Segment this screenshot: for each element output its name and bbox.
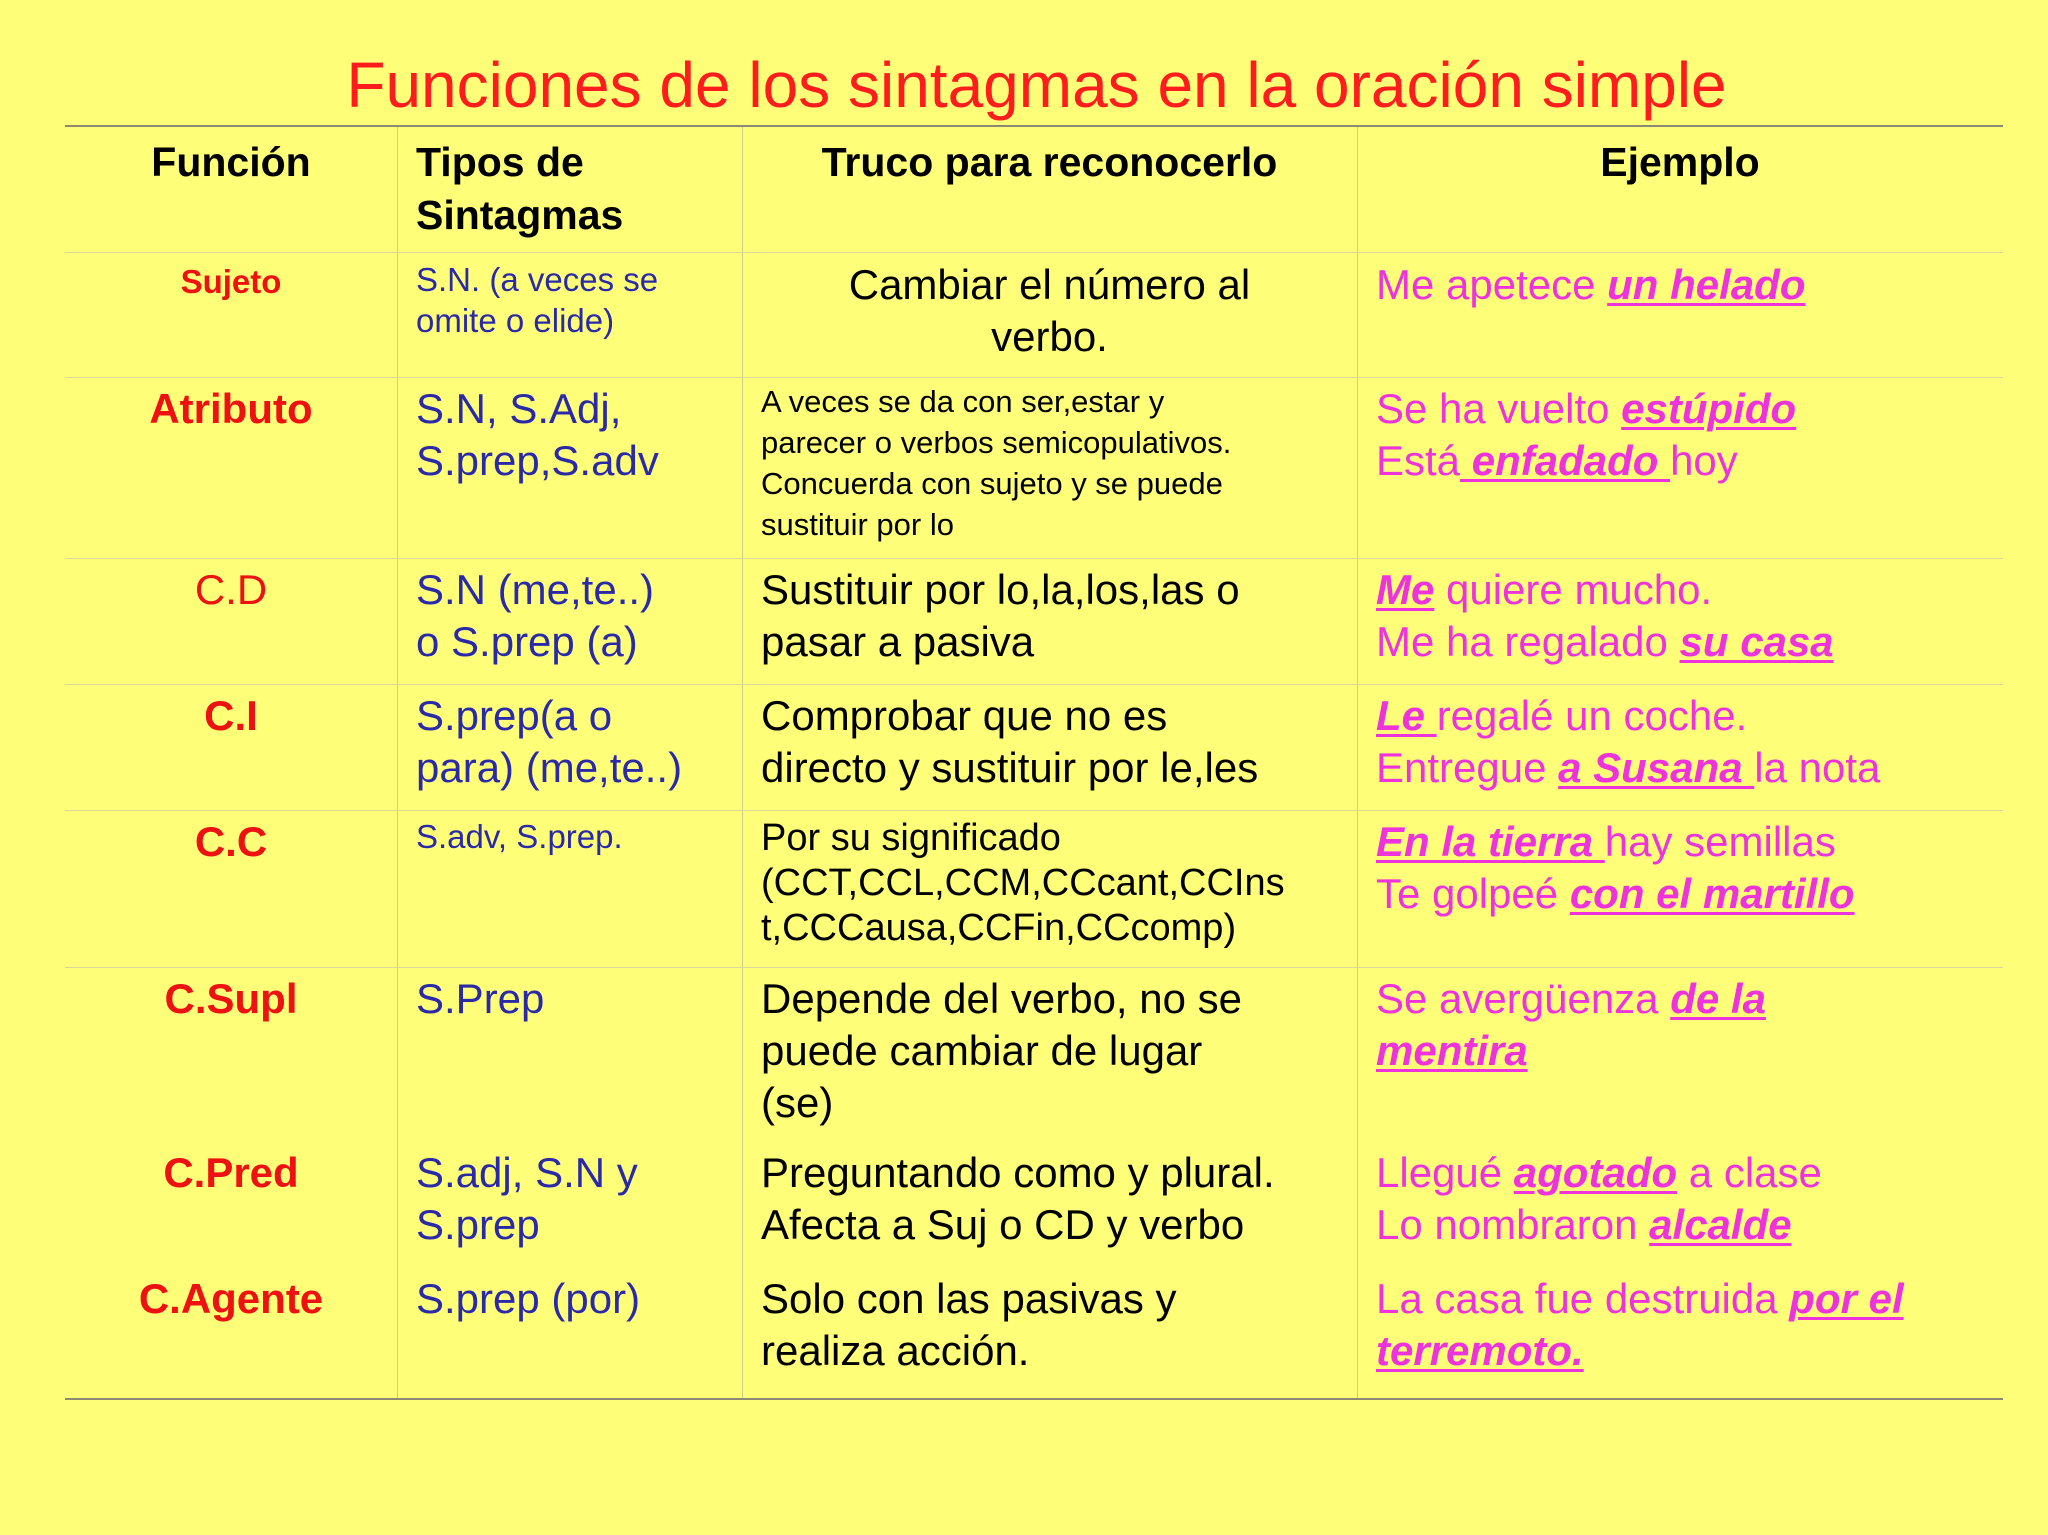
ejemplo-line — [1376, 816, 2003, 868]
ejemplo-line — [1376, 742, 2003, 794]
tipos-line: S.prep — [416, 1201, 540, 1248]
header-tipos-line: Sintagmas — [416, 192, 624, 238]
truco-line: Concuerda con sujeto y se puede — [761, 466, 1223, 501]
header-funcion — [65, 136, 397, 189]
truco-line: Sustituir por lo,la,los,las o — [761, 566, 1240, 613]
tipos-line: omite o elide) — [416, 302, 615, 339]
ejemplo-line — [1376, 868, 2003, 920]
truco-line: directo y sustituir por le,les — [761, 744, 1259, 791]
tipos-line: S.prep (por) — [416, 1275, 641, 1322]
truco-line: Solo con las pasivas y — [761, 1275, 1177, 1322]
ejemplo-line — [1376, 383, 2003, 435]
ejemplo-text: Se avergüenza — [1376, 975, 1671, 1022]
truco-line: sustituir por lo — [761, 507, 954, 542]
ejemplo-text: quiere mucho. — [1434, 566, 1713, 613]
ejemplo-text: a clase — [1677, 1149, 1822, 1196]
ejemplo-highlight: estúpido — [1621, 385, 1797, 432]
row-divider — [65, 377, 2003, 378]
ejemplo-line — [1376, 616, 2003, 668]
tipos-line: o S.prep (a) — [416, 618, 638, 665]
ejemplo-line — [1376, 435, 2003, 487]
tipos-line: S.prep(a o — [416, 692, 613, 739]
funcion-cell-ci — [65, 690, 397, 742]
funcion-label: C.D — [194, 566, 268, 613]
ejemplo-line — [1376, 690, 2003, 742]
ejemplo-text: Entregue — [1376, 744, 1559, 791]
funcion-cell-cpred — [65, 1147, 397, 1199]
ejemplo-text: hoy — [1670, 437, 1738, 484]
ejemplo-highlight: alcalde — [1649, 1201, 1792, 1248]
ejemplo-line — [1376, 1273, 2003, 1325]
ejemplo-text: Está — [1376, 437, 1461, 484]
header-tipos — [397, 136, 742, 242]
tipos-cell-ci — [397, 690, 742, 794]
ejemplo-highlight: con el martillo — [1569, 870, 1855, 917]
ejemplo-line — [1376, 1147, 2003, 1199]
ejemplo-highlight: enfadado — [1460, 437, 1671, 484]
truco-cell-csupl — [742, 973, 1357, 1129]
truco-line: realiza acción. — [761, 1327, 1030, 1374]
ejemplo-line — [1376, 1025, 2003, 1077]
ejemplo-cell-cagente — [1357, 1273, 2003, 1377]
truco-line: A veces se da con ser,estar y — [761, 384, 1165, 419]
ejemplo-cell-cc — [1357, 816, 2003, 920]
funcion-cell-cagente — [65, 1273, 397, 1325]
ejemplo-line — [1376, 564, 2003, 616]
truco-line: Depende del verbo, no se — [761, 975, 1243, 1022]
page-title: Funciones de los sintagmas en la oración simple — [346, 49, 1727, 121]
funcion-label: C.Agente — [138, 1275, 324, 1322]
row-divider — [65, 558, 2003, 559]
truco-cell-sujeto — [742, 259, 1357, 363]
ejemplo-cell-csupl — [1357, 973, 2003, 1077]
header-ejemplo — [1357, 136, 2003, 189]
tipos-cell-atributo — [397, 383, 742, 487]
funcion-cell-atributo — [65, 383, 397, 435]
funcion-cell-csupl — [65, 973, 397, 1025]
tipos-line: para) (me,te..) — [416, 744, 683, 791]
header-tipos-line: Tipos de — [416, 139, 584, 185]
truco-line: parecer o verbos semicopulativos. — [761, 425, 1232, 460]
row-divider — [65, 810, 2003, 811]
tipos-line: S.Prep — [416, 975, 545, 1022]
ejemplo-text: regalé un coche. — [1436, 692, 1748, 739]
ejemplo-line — [1376, 973, 2003, 1025]
ejemplo-highlight: un helado — [1607, 261, 1806, 308]
tipos-line: S.N (me,te..) — [416, 566, 655, 613]
tipos-cell-cagente — [397, 1273, 742, 1325]
ejemplo-highlight: En la tierra — [1376, 818, 1605, 865]
ejemplo-line — [1376, 1199, 2003, 1251]
truco-line: pasar a pasiva — [761, 618, 1035, 665]
ejemplo-text: Llegué — [1376, 1149, 1514, 1196]
ejemplo-highlight: de la — [1670, 975, 1766, 1022]
ejemplo-text: hay semillas — [1604, 818, 1836, 865]
truco-line: Preguntando como y plural. — [761, 1149, 1275, 1196]
funcion-label: Atributo — [149, 385, 313, 432]
tipos-line: S.N, S.Adj, — [416, 385, 622, 432]
funcion-label: Sujeto — [180, 263, 282, 300]
truco-cell-atributo — [742, 381, 1357, 545]
funcion-cell-sujeto — [65, 261, 397, 302]
functions-table — [65, 125, 2003, 1400]
tipos-line: S.adj, S.N y — [416, 1149, 638, 1196]
header-truco-label: Truco para reconocerlo — [821, 139, 1278, 185]
truco-line: Por su significado — [761, 817, 1061, 859]
ejemplo-highlight: Le — [1376, 692, 1437, 739]
header-truco — [742, 136, 1357, 189]
ejemplo-text: La casa fue destruida — [1376, 1275, 1790, 1322]
truco-cell-cc — [742, 816, 1357, 951]
ejemplo-highlight: agotado — [1513, 1149, 1678, 1196]
ejemplo-cell-cd — [1357, 564, 2003, 668]
truco-line: verbo. — [991, 313, 1108, 360]
ejemplo-highlight: su casa — [1679, 618, 1834, 665]
funcion-label: C.C — [194, 818, 268, 865]
truco-cell-cd — [742, 564, 1357, 668]
row-divider — [65, 967, 2003, 968]
ejemplo-line — [1376, 259, 2003, 311]
truco-line: (se) — [761, 1079, 834, 1126]
tipos-cell-cd — [397, 564, 742, 668]
ejemplo-text: la nota — [1754, 744, 1881, 791]
truco-cell-cpred — [742, 1147, 1357, 1251]
tipos-line: S.N. (a veces se — [416, 261, 659, 298]
ejemplo-cell-sujeto — [1357, 259, 2003, 311]
truco-cell-ci — [742, 690, 1357, 794]
tipos-line: S.prep,S.adv — [416, 437, 659, 484]
ejemplo-cell-atributo — [1357, 383, 2003, 487]
tipos-cell-csupl — [397, 973, 742, 1025]
ejemplo-highlight: Me — [1376, 566, 1435, 613]
truco-line: Comprobar que no es — [761, 692, 1168, 739]
header-funcion-label: Función — [151, 139, 311, 185]
row-divider — [65, 684, 2003, 685]
funcion-label: C.Supl — [164, 975, 298, 1022]
ejemplo-line — [1376, 1325, 2003, 1377]
ejemplo-text: Me apetece — [1376, 261, 1608, 308]
funcion-label: C.I — [204, 692, 258, 739]
truco-line: puede cambiar de lugar — [761, 1027, 1203, 1074]
funcion-label: C.Pred — [163, 1149, 299, 1196]
tipos-line: S.adv, S.prep. — [416, 818, 623, 855]
truco-line: Cambiar el número al — [848, 261, 1251, 308]
ejemplo-text: Lo nombraron — [1376, 1201, 1650, 1248]
truco-line: (CCT,CCL,CCM,CCcant,CCIns — [761, 862, 1285, 904]
row-divider — [65, 252, 2003, 253]
ejemplo-cell-cpred — [1357, 1147, 2003, 1251]
ejemplo-cell-ci — [1357, 690, 2003, 794]
header-ejemplo-label: Ejemplo — [1600, 139, 1760, 185]
ejemplo-text: Me ha regalado — [1376, 618, 1680, 665]
ejemplo-text: Se ha vuelto — [1376, 385, 1622, 432]
tipos-cell-sujeto — [397, 259, 742, 341]
funcion-cell-cd — [65, 564, 397, 616]
ejemplo-highlight: mentira — [1376, 1027, 1528, 1074]
ejemplo-text: Te golpeé — [1376, 870, 1570, 917]
tipos-cell-cpred — [397, 1147, 742, 1251]
truco-line: t,CCCausa,CCFin,CCcomp) — [761, 907, 1237, 949]
ejemplo-highlight: por el — [1789, 1275, 1904, 1322]
ejemplo-highlight: terremoto. — [1376, 1327, 1584, 1374]
funcion-cell-cc — [65, 816, 397, 868]
ejemplo-highlight: a Susana — [1558, 744, 1755, 791]
tipos-cell-cc — [397, 816, 742, 857]
truco-cell-cagente — [742, 1273, 1357, 1377]
truco-line: Afecta a Suj o CD y verbo — [761, 1201, 1245, 1248]
